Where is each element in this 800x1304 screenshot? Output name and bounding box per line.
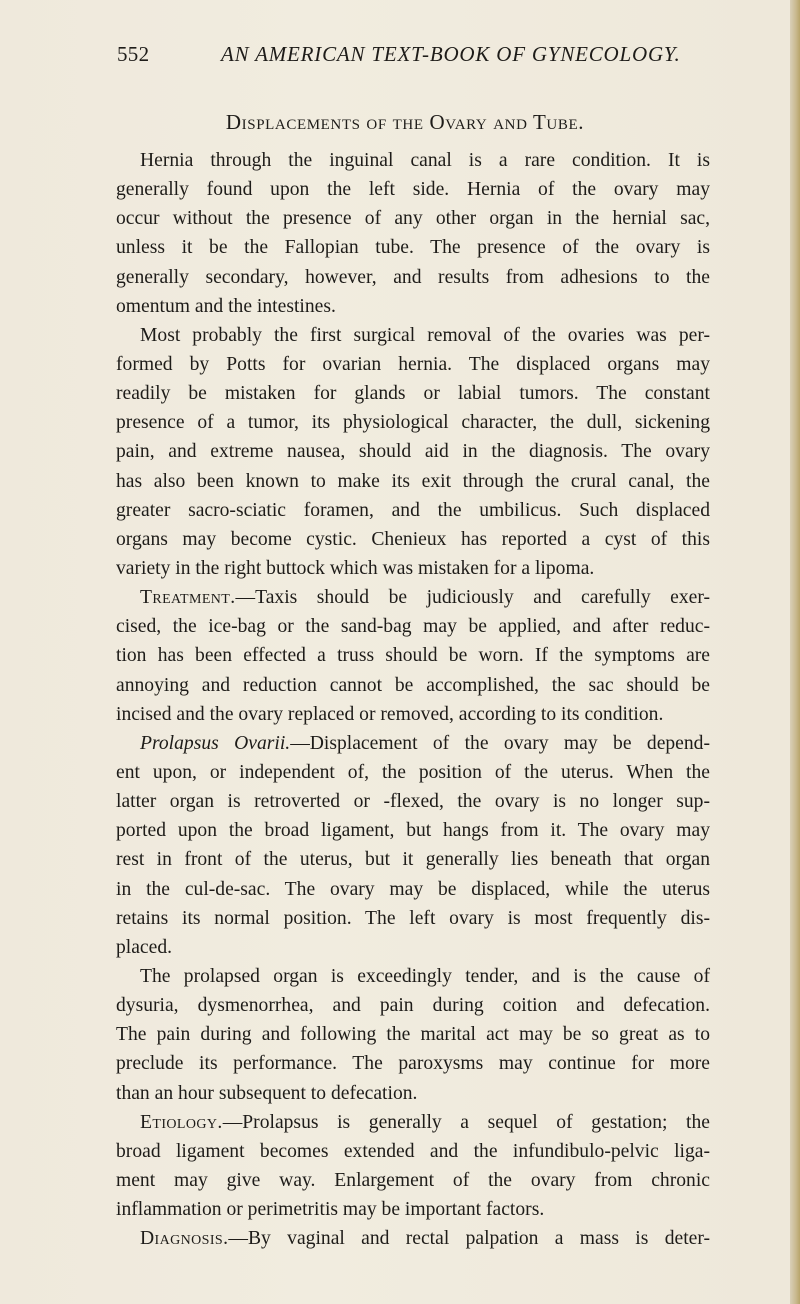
line-text: —Prolapsus is generally a sequel of gestation; the <box>222 1111 710 1133</box>
line-text: variety in the right buttock which was mistaken for a lipoma. <box>116 557 595 579</box>
text-line <box>116 933 710 962</box>
run-in-heading: Prolapsus Ovarii. <box>140 732 291 754</box>
line-text: generally found upon the left side. Hernia of the ovary may <box>116 179 710 201</box>
run-in-heading: Treatment. <box>140 587 236 609</box>
text-line <box>116 175 710 204</box>
line-text: broad ligament becomes extended and the infundibulo-pelvic liga- <box>116 1140 710 1162</box>
line-text: preclude its performance. The paroxysms may continue for more <box>116 1053 710 1075</box>
text-line <box>116 991 710 1020</box>
text-line <box>116 1049 710 1078</box>
line-text: Most probably the first surgical removal of the ovaries was per- <box>140 324 710 346</box>
text-line <box>116 816 710 845</box>
text-line <box>116 1166 710 1195</box>
text-line <box>116 1224 710 1253</box>
line-text: cised, the ice-bag or the sand-bag may be applied, and after reduc- <box>116 616 710 638</box>
line-text: tion has been effected a truss should be worn. If the symptoms are <box>116 645 710 667</box>
line-text: presence of a tumor, its physiological character, the dull, sickening <box>116 412 710 434</box>
line-text: —Taxis should be judiciously and carefully exer- <box>235 587 710 609</box>
line-text: ent upon, or independent of, the position of the uterus. When the <box>116 761 710 783</box>
line-text: formed by Potts for ovarian hernia. The displaced organs may <box>116 353 710 375</box>
line-text: occur without the presence of any other organ in the hernial sac, <box>116 208 710 230</box>
line-text: has also been known to make its exit through the crural canal, the <box>116 470 710 492</box>
text-line <box>116 671 710 700</box>
text-line <box>116 758 710 787</box>
text-line <box>116 467 710 496</box>
page-header <box>117 42 707 72</box>
page-number: 552 <box>117 42 150 66</box>
text-line <box>116 904 710 933</box>
line-text: inflammation or perimetritis may be important factors. <box>116 1199 545 1221</box>
line-text: incised and the ovary replaced or removed, according to its condition. <box>116 703 664 725</box>
text-line <box>116 408 710 437</box>
text-line <box>116 845 710 874</box>
line-text: unless it be the Fallopian tube. The presence of the ovary is <box>116 237 710 259</box>
text-line <box>116 875 710 904</box>
run-in-heading: Etiology. <box>140 1111 223 1133</box>
line-text: dysuria, dysmenorrhea, and pain during coition and defecation. <box>116 995 710 1017</box>
line-text: retains its normal position. The left ovary is most frequently dis- <box>116 907 710 929</box>
line-text: pain, and extreme nausea, should aid in the diagnosis. The ovary <box>116 441 710 463</box>
text-line <box>116 496 710 525</box>
line-text: The pain during and following the marital act may be so great as to <box>116 1024 710 1046</box>
line-text: than an hour subsequent to defecation. <box>116 1082 418 1104</box>
text-line <box>116 787 710 816</box>
text-line <box>116 525 710 554</box>
line-text: Hernia through the inguinal canal is a rare condition. It is <box>140 150 710 171</box>
line-text: The prolapsed organ is exceedingly tender, and is the cause of <box>140 965 710 987</box>
line-text: ported upon the broad ligament, but hangs from it. The ovary may <box>116 820 710 842</box>
text-line <box>116 233 710 262</box>
text-line <box>116 437 710 466</box>
body-text <box>116 146 710 1253</box>
line-text: rest in front of the uterus, but it generally lies beneath that organ <box>116 849 710 871</box>
text-line <box>116 263 710 292</box>
text-line <box>116 379 710 408</box>
text-line <box>116 146 710 175</box>
text-line <box>116 641 710 670</box>
line-text: organs may become cystic. Chenieux has reported a cyst of this <box>116 528 710 550</box>
line-text: annoying and reduction cannot be accomplished, the sac should be <box>116 674 710 696</box>
text-line <box>116 350 710 379</box>
section-title: Displacements of the Ovary and Tube. <box>225 110 585 134</box>
line-text: —Displacement of the ovary may be depend- <box>290 732 710 754</box>
page-edge <box>790 0 800 1304</box>
line-text: greater sacro-sciatic foramen, and the umbilicus. Such displaced <box>116 499 710 521</box>
line-text: latter organ is retroverted or -flexed, the ovary is no longer sup- <box>116 791 710 813</box>
text-line <box>116 292 710 321</box>
line-text: —By vaginal and rectal palpation a mass is deter- <box>228 1228 710 1250</box>
text-line <box>116 1020 710 1049</box>
line-text: omentum and the intestines. <box>116 295 336 317</box>
run-in-heading: Diagnosis. <box>140 1228 229 1250</box>
text-line <box>116 321 710 350</box>
line-text: ment may give way. Enlargement of the ovary from chronic <box>116 1169 710 1191</box>
text-line <box>116 612 710 641</box>
line-text: readily be mistaken for glands or labial tumors. The constant <box>116 383 710 405</box>
text-line <box>116 700 710 729</box>
text-line <box>116 729 710 758</box>
text-line <box>116 1079 710 1108</box>
text-line <box>116 1195 710 1224</box>
text-line <box>116 583 710 612</box>
text-line <box>116 962 710 991</box>
line-text: generally secondary, however, and results from adhesions to the <box>116 266 710 288</box>
line-text: placed. <box>116 936 173 958</box>
text-line <box>116 1137 710 1166</box>
line-text: in the cul-de-sac. The ovary may be displaced, while the uterus <box>116 878 710 900</box>
running-title: AN AMERICAN TEXT-BOOK OF GYNECOLOGY. <box>221 42 681 66</box>
text-line <box>116 204 710 233</box>
text-line <box>116 554 710 583</box>
text-line <box>116 1108 710 1137</box>
